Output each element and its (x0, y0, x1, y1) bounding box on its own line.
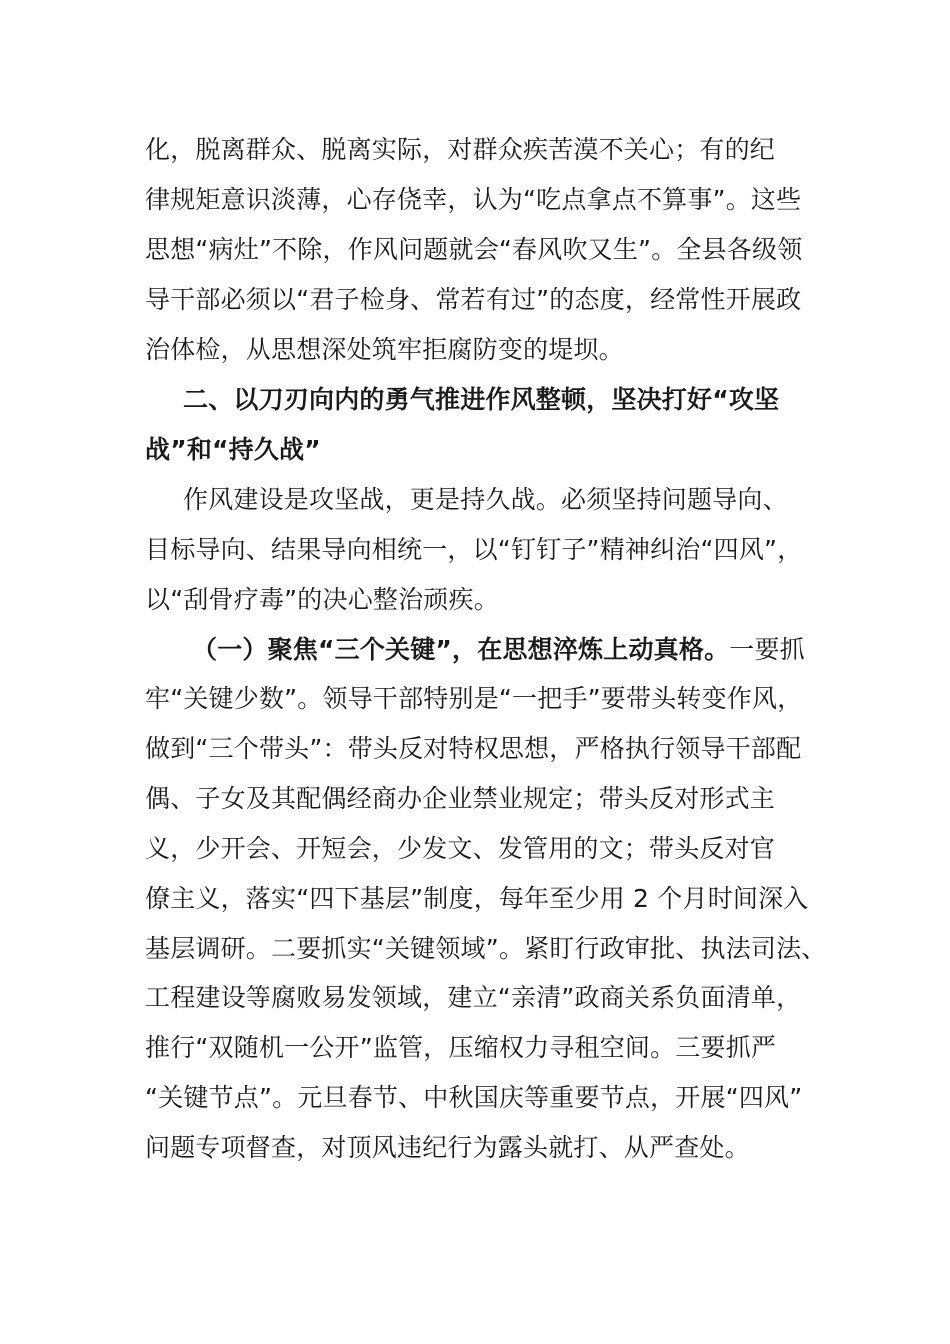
subsection-line (192, 635, 805, 665)
section-heading-continued: 战”和“持久战” (145, 435, 321, 464)
body-text-line: 目标导向、结果导向相统一，以“钉钉子”精神纠治“四风”， (145, 535, 803, 564)
body-text-line: “关键节点”。元旦春节、中秋国庆等重要节点，开展“四风” (145, 1083, 803, 1112)
body-text-line: 做到“三个带头”：带头反对特权思想，严格执行领导干部配 (145, 734, 802, 763)
body-text-line: 僚主义，落实“四下基层”制度，每年至少用 2 个月时间深入 (145, 884, 809, 913)
section-heading: 二、以刀刃向内的勇气推进作风整顿，坚决打好“攻坚 (183, 385, 780, 414)
body-text-line: 导干部必须以“君子检身、常若有过”的态度，经常性开展政 (145, 285, 802, 314)
subsection-heading: （一）聚焦“三个关键”，在思想淬炼上动真格。 (192, 635, 730, 664)
body-text-line: 推行“双随机一公开”监管，压缩权力寻租空间。三要抓严 (145, 1033, 777, 1062)
body-text-line: 治体检，从思想深处筑牢拒腐防变的堤坝。 (145, 335, 624, 364)
body-text-line: 义，少开会、开短会，少发文、发管用的文；带头反对官 (145, 834, 776, 863)
body-text-line: 基层调研。二要抓实“关键领域”。紧盯行政审批、执法司法、 (145, 934, 827, 963)
body-text-line: 思想“病灶”不除，作风问题就会“春风吹又生”。全县各级领 (145, 235, 803, 264)
body-text-line: 化，脱离群众、脱离实际，对群众疾苦漠不关心；有的纪 (145, 135, 776, 164)
body-text-line: 牢“关键少数”。领导干部特别是“一把手”要带头转变作风， (145, 684, 803, 713)
body-text-line: 作风建设是攻坚战，更是持久战。必须坚持问题导向、 (183, 485, 788, 514)
body-text-line: 工程建设等腐败易发领域，建立“亲清”政商关系负面清单， (145, 983, 802, 1012)
subsection-text: 一要抓 (729, 635, 805, 664)
body-text-line: 以“刮骨疗毒”的决心整治顽疾。 (145, 585, 499, 614)
body-text-line: 偶、子女及其配偶经商办企业禁业规定；带头反对形式主 (145, 784, 776, 813)
body-text-line: 问题专项督查，对顶风违纪行为露头就打、从严查处。 (145, 1133, 750, 1162)
body-text-line: 律规矩意识淡薄，心存侥幸，认为“吃点拿点不算事”。这些 (145, 185, 802, 214)
